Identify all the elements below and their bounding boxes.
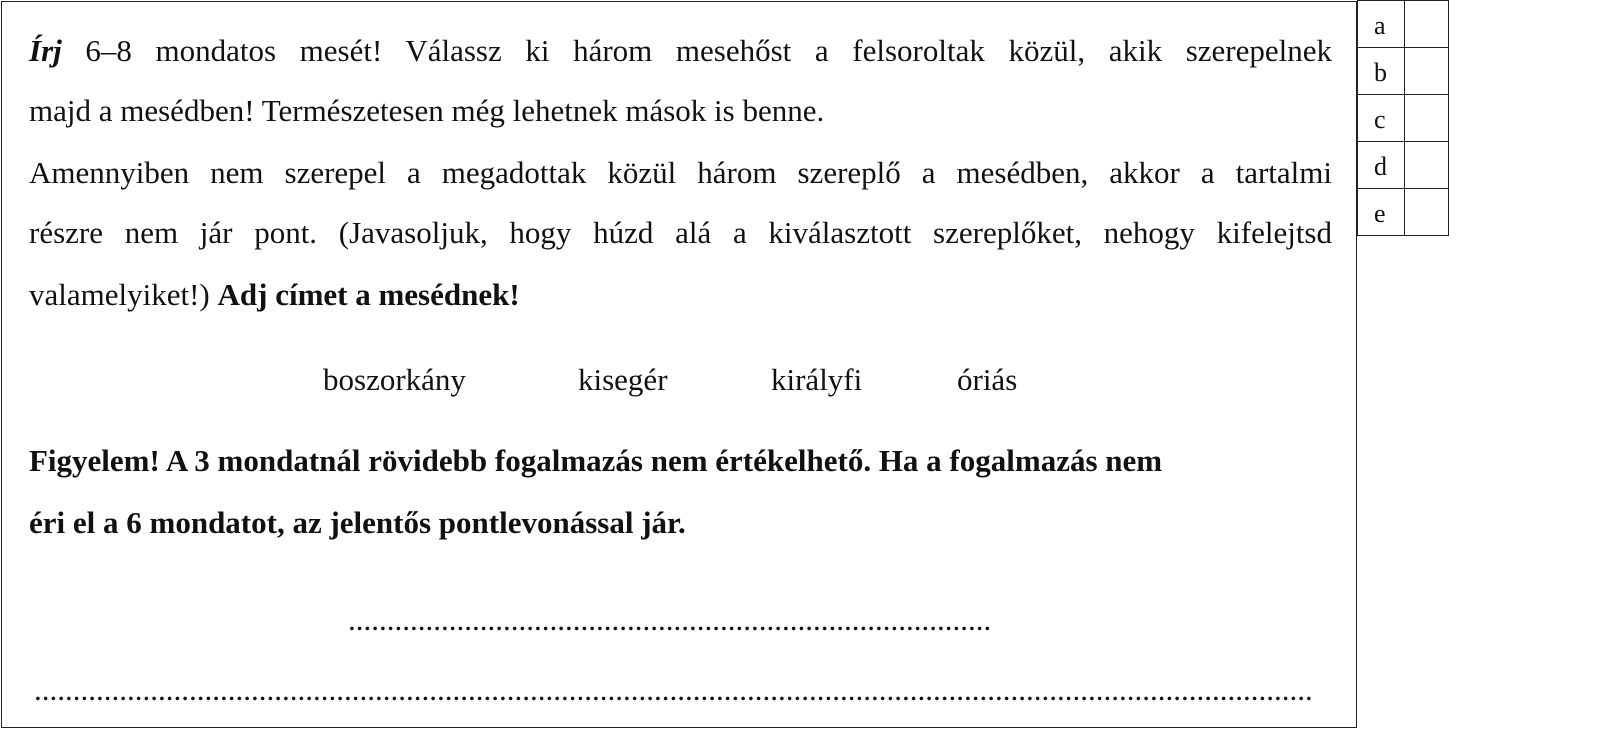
character-word-boszorkany: boszorkány — [323, 362, 466, 397]
score-row — [1358, 48, 1449, 95]
score-cell[interactable] — [1405, 189, 1449, 236]
instruction-line-1 — [29, 33, 1332, 69]
character-word-orias: óriás — [957, 362, 1018, 397]
rule-line-3-text: valamelyiket!) — [29, 277, 218, 312]
score-cell[interactable] — [1405, 142, 1449, 189]
warning-line-2: éri el a 6 mondatot, az jelentős pontlevonással jár. — [29, 505, 686, 540]
score-cell[interactable] — [1405, 1, 1449, 48]
score-label: d — [1358, 142, 1405, 189]
instruction-text: 6–8 mondatos mesét! Válassz ki három mesehőst a felsoroltak közül, akik szerepelnek — [61, 33, 1332, 68]
title-answer-line[interactable]: ................................................................................... — [348, 602, 992, 637]
score-label: a — [1358, 1, 1405, 48]
rule-line-3 — [29, 277, 520, 313]
character-word-kiseger: kisegér — [578, 362, 668, 397]
score-row — [1358, 142, 1449, 189]
story-answer-line[interactable]: ..................................................................................................................................................................... — [34, 672, 1313, 707]
score-cell[interactable] — [1405, 95, 1449, 142]
score-cell[interactable] — [1405, 48, 1449, 95]
score-table — [1357, 0, 1449, 236]
score-label: e — [1358, 189, 1405, 236]
score-row — [1358, 1, 1449, 48]
task-box — [1, 1, 1357, 728]
score-row — [1358, 189, 1449, 236]
score-label: c — [1358, 95, 1405, 142]
score-label: b — [1358, 48, 1405, 95]
score-row — [1358, 95, 1449, 142]
instruction-lead: Írj — [29, 33, 62, 68]
rule-line-1: Amennyiben nem szerepel a megadottak közül három szereplő a mesédben, akkor a tartalmi — [29, 155, 1332, 190]
instruction-line-2: majd a mesédben! Természetesen még lehetnek mások is benne. — [29, 93, 825, 128]
title-instruction: Adj címet a mesédnek! — [217, 277, 520, 312]
character-word-kiralyfi: királyfi — [771, 362, 863, 397]
rule-line-2: részre nem jár pont. (Javasoljuk, hogy húzd alá a kiválasztott szereplőket, nehogy kifelejtsd — [29, 215, 1332, 250]
warning-line-1: Figyelem! A 3 mondatnál rövidebb fogalmazás nem értékelhető. Ha a fogalmazás nem — [29, 443, 1163, 478]
